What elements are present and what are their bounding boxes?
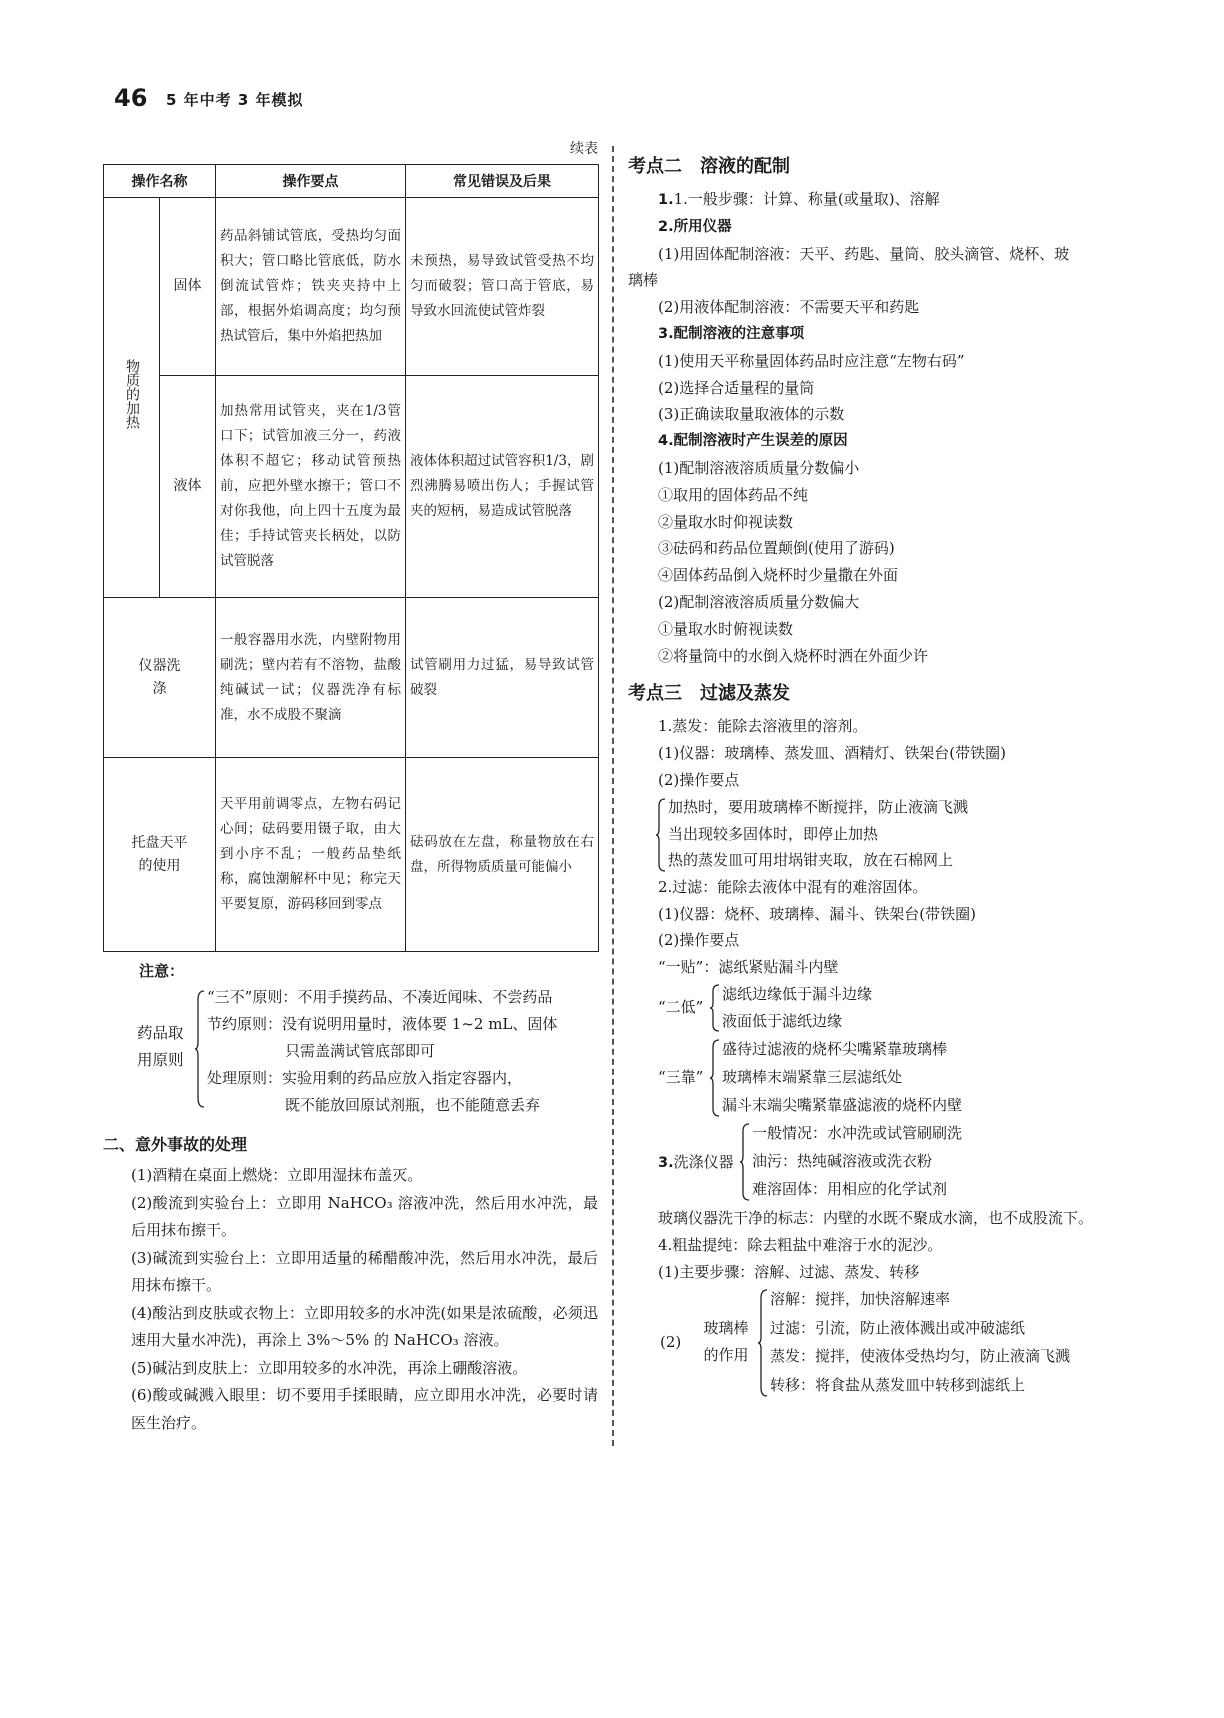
sub-category-cell: 固体	[160, 198, 216, 376]
text-line: ④固体药品倒入烧杯时少量撒在外面	[658, 566, 899, 585]
section-title-kd3	[628, 679, 1118, 709]
brace-label: “二低”	[658, 997, 704, 1016]
text-line: (1)仪器：玻璃棒、蒸发皿、酒精灯、铁架台(带铁圈)	[658, 744, 1006, 763]
text-line: (1)配制溶液溶质质量分数偏小	[658, 458, 860, 477]
errors-cell: 未预热，易导致试管受热不均匀而破裂；管口高于管底，易导致水回流使试管炸裂	[406, 198, 599, 376]
right-column	[628, 152, 1118, 1401]
text-line: 转移：将食盐从蒸发皿中转移到滤纸上	[770, 1375, 1026, 1394]
text-line: ②量取水时仰视读数	[658, 512, 794, 531]
section-name: 过滤及蒸发	[700, 683, 790, 705]
errors-cell: 液体体积超过试管容积1/3，剧烈沸腾易喷出伤人；手握试管夹的短柄，易造成试管脱落	[406, 376, 599, 598]
text-line: ②将量筒中的水倒入烧杯时洒在外面少许	[658, 646, 929, 665]
text-line: 加热时，要用玻璃棒不断搅拌，防止液滴飞溅	[668, 797, 969, 816]
table-header-row	[104, 165, 599, 198]
rule-lines	[207, 984, 607, 1119]
note-title: 注意：	[139, 962, 185, 980]
brace-label: 玻璃棒的作用	[703, 1319, 749, 1365]
text-line: 3.配制溶液的注意事项	[658, 325, 805, 342]
section-name: 溶液的配制	[700, 156, 790, 177]
text-line: (2)配制溶液溶质质量分数偏大	[658, 592, 860, 611]
points-cell: 一般容器用水洗，内壁附物用刷洗；壁内若有不溶物，盐酸纯碱试一试；仪器洗净有标准，水不成股不聚滴	[216, 598, 406, 758]
text-line: (1)用固体配制溶液：天平、药匙、量筒、胶头滴管、烧杯、玻	[658, 244, 1070, 263]
errors-cell: 砝码放在左盘，称量物放在右盘，所得物质质量可能偏小	[406, 758, 599, 952]
text-line: (3)正确读取量取液体的示数	[658, 405, 845, 424]
accident-item: (3)碱流到实验台上：立即用适量的稀醋酸冲洗，然后用水冲洗，最后用抹布擦干。	[131, 1248, 598, 1294]
two-low-group	[628, 981, 1118, 1035]
rule-label: 药品取用原则	[137, 1024, 184, 1069]
text-line: 玻璃棒末端紧靠三层滤纸处	[722, 1067, 903, 1086]
brace-number: (2)	[660, 1333, 682, 1352]
brace-icon	[195, 990, 205, 1108]
table-row	[104, 598, 599, 758]
header-cell-name: 操作名称	[104, 165, 216, 198]
points-cell: 天平用前调零点，左物右码记心间；砝码要用镊子取，由大到小序不乱；一般药品垫纸称，腐蚀潮解杯中见；称完天平要复原，游码移回到零点	[216, 758, 406, 952]
accident-item: (1)酒精在桌面上燃烧：立即用湿抹布盖灭。	[131, 1166, 423, 1184]
text-line: 4.配制溶液时产生误差的原因	[658, 433, 848, 450]
accident-item: (2)酸流到实验台上：立即用 NaHCO₃ 溶液冲洗，然后用水冲洗，最后用抹布擦干。	[131, 1193, 598, 1239]
text-line-content: 1.一般步骤：计算、称量(或量取)、溶解	[673, 190, 940, 208]
book-title: 5 年中考 3 年模拟	[166, 91, 304, 109]
brace-icon	[710, 1039, 720, 1117]
brace-label: “三靠”	[658, 1067, 704, 1086]
table-row	[104, 198, 599, 376]
brace-label	[658, 1149, 734, 1176]
table-row	[104, 758, 599, 952]
text-line: (1)使用天平称量固体药品时应注意“左物右码”	[658, 351, 965, 370]
text-line: 1.蒸发：能除去溶液里的溶剂。	[658, 717, 868, 736]
wash-label: 洗涤仪器	[673, 1152, 734, 1171]
section-title-kd2	[628, 152, 1118, 182]
rule-line: 既不能放回原试剂瓶，也不能随意丢弃	[285, 1096, 541, 1114]
page-header	[114, 84, 634, 116]
brace-lines	[770, 1285, 1070, 1399]
text-line: (1)仪器：烧杯、玻璃棒、漏斗、铁架台(带铁圈)	[658, 904, 976, 923]
page-number: 46	[114, 84, 148, 112]
sub-category-cell: 液体	[160, 376, 216, 598]
evaporation-points	[628, 794, 1118, 874]
accident-item: (5)碱沾到皮肤上：立即用较多的水冲洗，再涂上硼酸溶液。	[131, 1358, 528, 1377]
text-line: 2.所用仪器	[658, 218, 732, 235]
errors-cell: 试管刷用力过猛，易导致试管破裂	[406, 598, 599, 758]
text-line: 漏斗末端尖嘴紧靠盛滤液的烧杯内壁	[722, 1095, 963, 1114]
operation-name-cell	[104, 758, 216, 952]
text-line: “一贴”：滤纸紧贴漏斗内壁	[658, 958, 839, 977]
accident-item: (4)酸沾到皮肤或衣物上：立即用较多的水冲洗(如果是浓硫酸，必须迅速用大量水冲洗)，再涂上 3%～5% 的 NaHCO₃ 溶液。	[131, 1303, 598, 1349]
text-line: (2)用液体配制溶液：不需要天平和药匙	[658, 298, 920, 317]
brace-icon	[710, 984, 720, 1032]
text-line: 过滤：引流，防止液体溅出或冲破滤纸	[770, 1318, 1026, 1337]
text-line: (1)主要步骤：溶解、过滤、蒸发、转移	[658, 1262, 920, 1281]
rule-line: “三不”原则：不用手摸药品、不凑近闻味、不尝药品	[207, 988, 553, 1006]
text-line: 蒸发：搅拌，使液体受热均匀，防止液滴飞溅	[770, 1347, 1071, 1366]
note-block	[103, 958, 598, 1124]
text-line: 玻璃仪器洗干净的标志：内壁的水既不聚成水滴，也不成股流下。	[658, 1208, 1094, 1227]
text-line: 当出现较多固体时，即停止加热	[668, 824, 879, 843]
text-line: 难溶固体：用相应的化学试剂	[752, 1179, 948, 1198]
glass-rod-group	[628, 1285, 1118, 1401]
rule-line: 处理原则：实验用剩的药品应放入指定容器内，	[207, 1069, 523, 1087]
wash-group	[628, 1119, 1118, 1205]
continued-label: 续表	[570, 141, 598, 157]
text-line: (2)操作要点	[658, 931, 740, 950]
accident-list	[103, 1162, 598, 1437]
text-line: 滤纸边缘低于漏斗边缘	[722, 984, 873, 1003]
left-column	[103, 138, 598, 1437]
brace-lines	[668, 794, 968, 874]
text-line: ③砝码和药品位置颠倒(使用了游码)	[658, 539, 895, 558]
operation-name: 托盘天平的使用	[131, 834, 188, 874]
brace-lines	[752, 1119, 962, 1203]
group-heating-label: 物质的加热	[124, 358, 140, 429]
text-line: ①量取水时俯视读数	[658, 619, 794, 638]
header-cell-points: 操作要点	[216, 165, 406, 198]
brace-icon	[656, 798, 666, 872]
three-lean-group	[628, 1035, 1118, 1119]
rule-line: 只需盖满试管底部即可	[285, 1042, 436, 1060]
table-row	[104, 376, 599, 598]
section-label: 考点二	[628, 156, 682, 177]
section-label: 考点三	[628, 683, 682, 705]
text-line: (2)选择合适量程的量筒	[658, 378, 815, 397]
header-cell-errors: 常见错误及后果	[406, 165, 599, 198]
text-line: 4.粗盐提纯：除去粗盐中难溶于水的泥沙。	[658, 1235, 943, 1254]
rule-group	[103, 984, 598, 1124]
accident-item: (6)酸或碱溅入眼里：切不要用手揉眼睛，应立即用水冲洗，必要时请医生治疗。	[131, 1386, 598, 1432]
text-line: 溶解：搅拌，加快溶解速率	[770, 1290, 951, 1309]
operations-table	[103, 164, 599, 952]
text-line: 一般情况：水冲洗或试管刷刷洗	[752, 1123, 963, 1142]
text-line: 1.1.一般步骤：计算、称量(或量取)、溶解	[658, 190, 940, 208]
text-line: 油污：热纯碱溶液或洗衣粉	[752, 1151, 933, 1170]
accident-heading: 二、意外事故的处理	[103, 1135, 248, 1154]
column-divider	[612, 146, 614, 1446]
brace-lines	[722, 1035, 962, 1119]
points-cell: 药品斜铺试管底，受热均匀面积大；管口略比管底低，防水倒流试管炸；铁夹夹持中上部，根据外焰调高度；均匀预热试管后，集中外焰把热加	[216, 198, 406, 376]
group-heating-cell	[104, 198, 160, 598]
operation-name-cell	[104, 598, 216, 758]
brace-icon	[758, 1289, 768, 1397]
text-line: 液面低于滤纸边缘	[722, 1011, 843, 1030]
text-line: 璃棒	[628, 271, 659, 290]
operation-name: 仪器洗涤	[138, 657, 181, 697]
text-line: (2)操作要点	[658, 770, 740, 789]
wash-number: 3.	[658, 1154, 674, 1171]
text-line: ①取用的固体药品不纯	[658, 485, 809, 504]
brace-icon	[740, 1123, 750, 1201]
text-line: 热的蒸发皿可用坩埚钳夹取，放在石棉网上	[668, 851, 954, 870]
text-line: 盛待过滤液的烧杯尖嘴紧靠玻璃棒	[722, 1039, 948, 1058]
brace-lines	[722, 981, 872, 1035]
rule-line: 节约原则：没有说明用量时，液体要 1~2 mL、固体	[207, 1015, 558, 1033]
points-cell: 加热常用试管夹，夹在1/3管口下；试管加液三分一，药液体积不超它；移动试管预热前，应把外壁水擦干；管口不对你我他，向上四十五度为最佳；手持试管夹长柄处，以防试管脱落	[216, 376, 406, 598]
text-line: 2.过滤：能除去液体中混有的难溶固体。	[658, 877, 928, 896]
